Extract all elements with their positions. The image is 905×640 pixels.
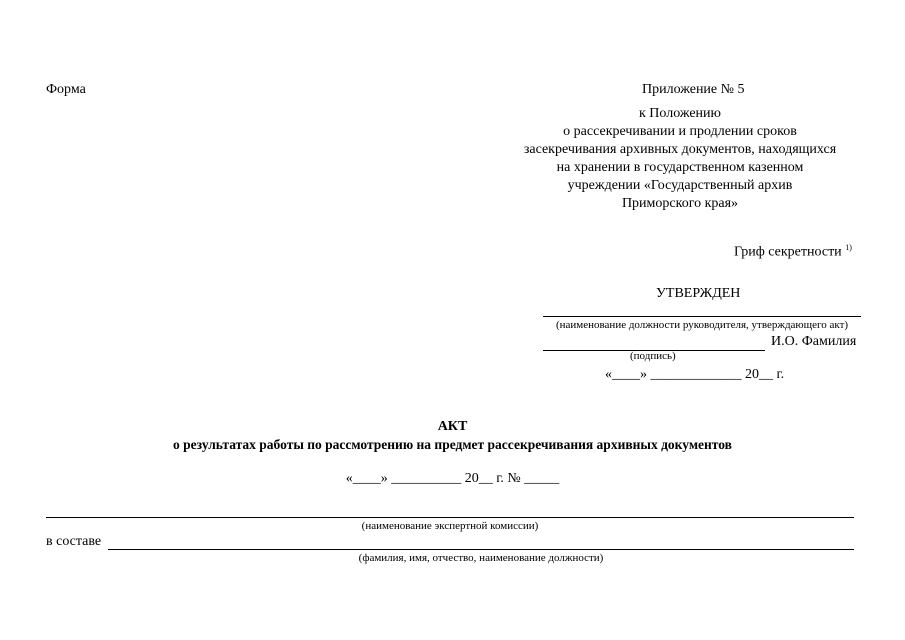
- appendix-line: Приморского края»: [621, 196, 739, 211]
- composition-line: [108, 549, 854, 550]
- form-label: Форма: [46, 82, 86, 97]
- approval-date: «____» _____________ 20__ г.: [605, 367, 785, 382]
- appendix-line: к Положению: [638, 106, 721, 121]
- classification-footnote: 1): [845, 243, 852, 252]
- act-title: АКТ: [437, 419, 468, 434]
- position-line: [543, 316, 861, 317]
- appendix-line: учреждении «Государственный архив: [567, 178, 793, 193]
- classification-text: Гриф секретности: [734, 244, 842, 260]
- act-date-number: «____» __________ 20__ г. № _____: [345, 471, 560, 486]
- appendix-line: засекречивания архивных документов, находящихся: [523, 142, 837, 157]
- composition-label: в составе: [46, 534, 102, 549]
- approval-title: УТВЕРЖДЕН: [656, 286, 741, 301]
- position-caption: (наименование должности руководителя, утверждающего акт): [555, 319, 849, 331]
- appendix-line: на хранении в государственном казенном: [556, 160, 804, 175]
- signature-caption: (подпись): [630, 350, 676, 362]
- appendix-line: о рассекречивании и продлении сроков: [563, 124, 797, 139]
- appendix-title: Приложение № 5: [642, 82, 745, 97]
- act-subtitle: о результатах работы по рассмотрению на предмет рассекречивания архивных документов: [173, 437, 732, 452]
- approver-name: И.О. Фамилия: [771, 334, 857, 349]
- commission-name-line: [46, 517, 854, 518]
- commission-name-caption: (наименование экспертной комиссии): [361, 520, 539, 532]
- classification-label: [734, 243, 852, 261]
- composition-caption: (фамилия, имя, отчество, наименование должности): [358, 552, 604, 564]
- appendix-text: [500, 105, 860, 213]
